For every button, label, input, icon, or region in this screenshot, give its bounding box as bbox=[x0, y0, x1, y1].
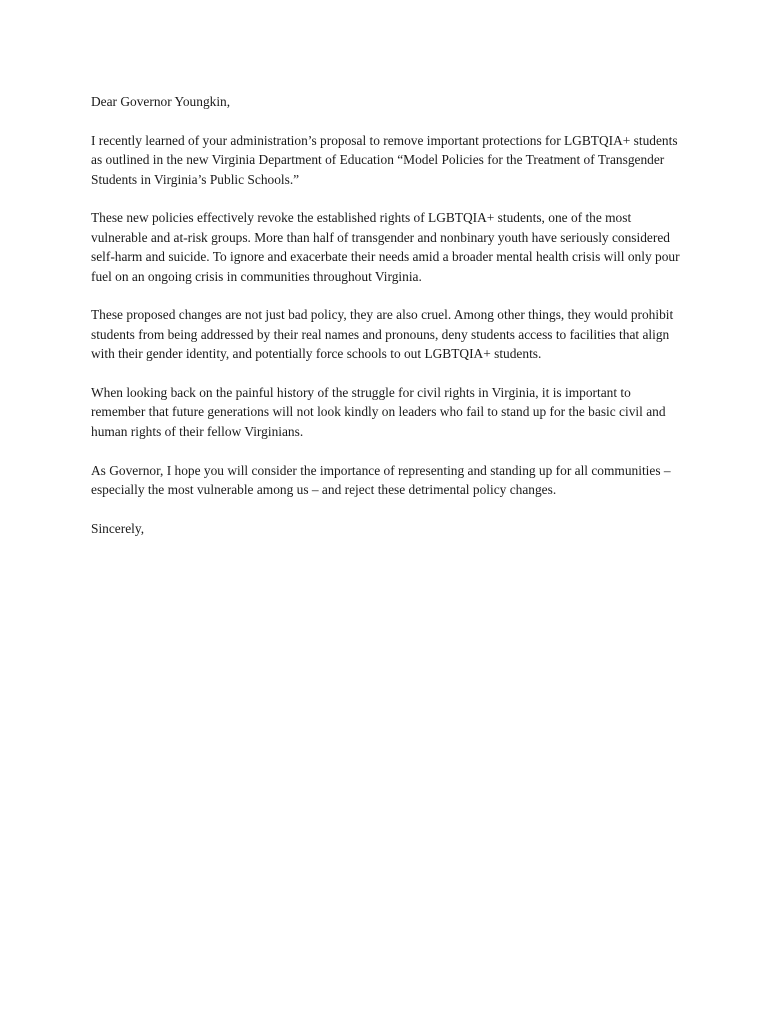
letter-paragraph-1: I recently learned of your administration’s proposal to remove important protections for LGBTQIA+ students as outlined in the new Virginia Department of Education “Model Policies for the Treatment of Transgender Students in Virginia’s Public Schools.” bbox=[91, 132, 678, 187]
letter-body bbox=[91, 92, 681, 558]
letter-paragraph-5: As Governor, I hope you will consider the importance of representing and standing up for all communities – especially the most vulnerable among us – and reject these detrimental policy changes. bbox=[91, 462, 671, 498]
letter-paragraph-4: When looking back on the painful history of the struggle for civil rights in Virginia, it is important to remember that future generations will not look kindly on leaders who fail to stand up for the basic civil and human rights of their fellow Virginians. bbox=[91, 385, 666, 439]
letter-paragraph-3: These proposed changes are not just bad policy, they are also cruel. Among other things, they would prohibit students from being addressed by their real names and pronouns, deny students access to facilities that align with their gender identity, and potentially force schools to out LGBTQIA+ students. bbox=[91, 307, 674, 362]
letter-salutation: Dear Governor Youngkin, bbox=[91, 94, 231, 109]
letter-paragraph-2: These new policies effectively revoke the established rights of LGBTQIA+ students, one of the most vulnerable and at-risk groups. More than half of transgender and nonbinary youth have seriously considered self-harm and suicide. To ignore and exacerbate their needs amid a broader mental health crisis will only pour fuel on an ongoing crisis in communities throughout Virginia. bbox=[91, 210, 680, 284]
letter-closing: Sincerely, bbox=[91, 520, 145, 536]
